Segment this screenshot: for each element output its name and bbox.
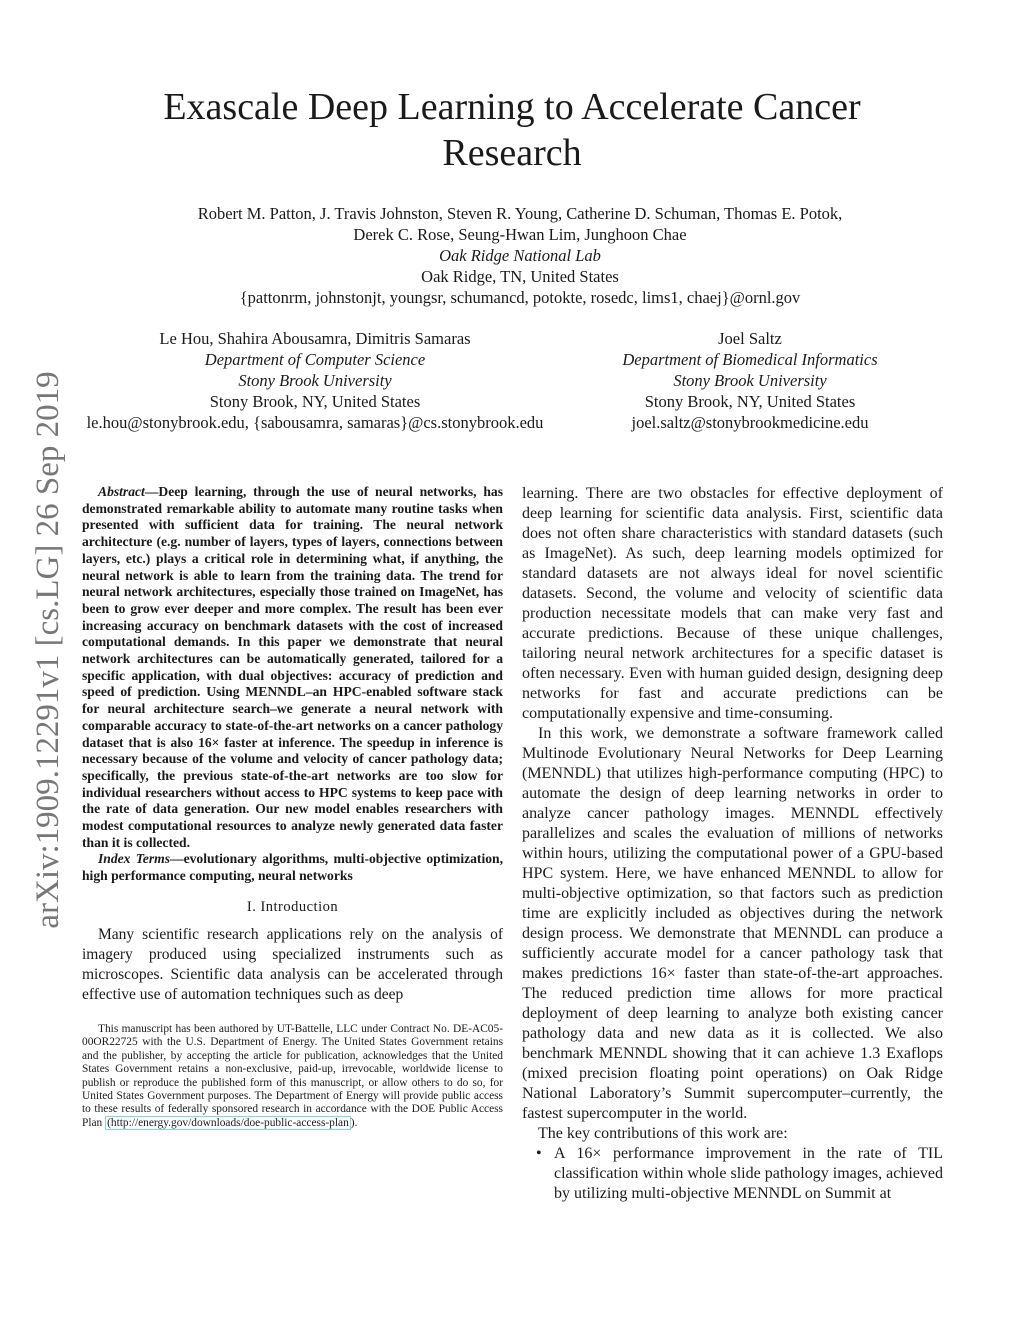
right-paragraph-2: In this work, we demonstrate a software framework called Multinode Evolutionary Neural Networks for Deep Learning (MENNDL) that utilizes high-performance computing (HPC) to automate the design of deep learning networks in order to analyze cancer pathology images. MENNDL effectively parallelizes and scales the evaluation of millions of networks within hours, utilizing the computational power of a GPU-based HPC system. Here, we have enhanced MENNDL to allow for multi-objective optimization, so that factors such as prediction time are explicitly included as objectives during the network design process. We demonstrate that MENNDL can produce a sufficiently accurate model for a cancer pathology task that makes predictions 16× faster than state-of-the-art approaches. The reduced prediction time allows for more practical deployment of deep learning to analyze both existing cancer pathology data and new data as it is collected. We also benchmark MENNDL showing that it can achieve 1.3 Exaflops (mixed precision floating point operations) on Oak Ridge National Laboratory’s Summit supercomputer–currently, the fastest supercomputer in the world. bbox=[522, 725, 943, 1122]
contributions-list bbox=[522, 1144, 943, 1204]
ornl-authors-line1: Robert M. Patton, J. Travis Johnston, Steven R. Young, Catherine D. Schuman, Thomas E. Potok, bbox=[197, 204, 843, 223]
copyright-footnote bbox=[82, 1023, 503, 1130]
saltz-emails: joel.saltz@stonybrookmedicine.edu bbox=[631, 413, 869, 432]
right-paragraph-1: learning. There are two obstacles for effective deployment of deep learning for scientific data analysis. First, scientific data does not often share characteristics with standard datasets (such as ImageNet). As such, deep learning models optimized for standard datasets are not always ideal for novel scientific datasets. Second, the volume and velocity of scientific data production necessitate models that can make very fast and accurate predictions. Because of these unique challenges, tailoring neural network architectures for a specific dataset is often necessary. Even with human guided design, designing deep networks for fast and accurate predictions can be computationally expensive and time-consuming. bbox=[522, 485, 943, 722]
right-column bbox=[522, 484, 943, 1204]
abstract bbox=[82, 484, 503, 851]
intro-heading: I. Introduction bbox=[246, 898, 339, 915]
ornl-emails: {pattonrm, johnstonjt, youngsr, schumancd, potokte, rosedc, lims1, chaej}@ornl.gov bbox=[239, 288, 801, 307]
bullet-icon: • bbox=[536, 1145, 542, 1162]
left-column bbox=[82, 484, 503, 1130]
stonybrook-cs-university: Stony Brook University bbox=[238, 371, 392, 390]
footnote-text: This manuscript has been authored by UT-Battelle, LLC under Contract No. DE-AC05-00OR22725 with the U.S. Department of Energy. The United States Government retains and the publisher, by accepting the article for publication, acknowledges that the United States Government retains a non-exclusive, paid-up, irrevocable, worldwide license to publish or reproduce the published form of this manuscript, or allow others to do so, for United States Government purposes. The Department of Energy will provide public access to these results of federally sponsored research in accordance with the DOE Public Access Plan bbox=[82, 1022, 503, 1129]
stonybrook-cs-department: Department of Computer Science bbox=[204, 350, 426, 369]
abstract-text: —Deep learning, through the use of neural networks, has demonstrated remarkable ability to automate many routine tasks when presented with sufficient data for training. The neural network architecture (e.g. number of layers, types of layers, connections between layers, etc.) plays a critical role in determining what, if anything, the neural network is able to learn from the training data. The trend for neural network architectures, especially those trained on ImageNet, has been to grow ever deeper and more complex. The result has been ever increasing accuracy on benchmark datasets with the cost of increased computational demands. In this paper we demonstrate that neural network architectures can be automatically generated, tailored for a specific application, with dual objectives: accuracy of prediction and speed of prediction. Using MENNDL–an HPC-enabled software stack for neural architecture search–we generate a neural network with comparable accuracy to state-of-the-art networks on a cancer pathology dataset that is also 16× faster at inference. The speedup in inference is necessary because of the volume and velocity of cancer pathology data; specifically, the previous state-of-the-art networks are too slow for individual researchers without access to HPC systems to keep pace with the rate of data generation. Our new model enables researchers with modest computational resources to analyze newly generated data faster than it is collected. bbox=[82, 484, 503, 850]
arxiv-stamp: arXiv:1909.12291v1 [cs.LG] 26 Sep 2019 bbox=[30, 371, 66, 929]
stonybrook-cs-emails: le.hou@stonybrook.edu, {sabousamra, samaras}@cs.stonybrook.edu bbox=[86, 413, 544, 432]
doe-access-plan-link[interactable]: (http://energy.gov/downloads/doe-public-access-plan bbox=[107, 1116, 349, 1129]
ornl-institution: Oak Ridge National Lab bbox=[439, 246, 601, 265]
stonybrook-cs-location: Stony Brook, NY, United States bbox=[209, 392, 421, 411]
index-terms-label: Index Terms bbox=[98, 851, 170, 867]
ornl-affiliation bbox=[90, 203, 950, 308]
stonybrook-cs-affiliation bbox=[70, 328, 560, 433]
intro-paragraph: Many scientific research applications rely on the analysis of imagery produced using specialized instruments such as microscopes. Scientific data analysis can be accelerated through effective use of automation techniques such as deep bbox=[82, 925, 503, 1003]
ornl-location: Oak Ridge, TN, United States bbox=[421, 267, 619, 286]
abstract-label: Abstract bbox=[98, 484, 145, 499]
list-item bbox=[522, 1144, 943, 1204]
stonybrook-cs-authors: Le Hou, Shahira Abousamra, Dimitris Samaras bbox=[159, 329, 471, 348]
saltz-author: Joel Saltz bbox=[718, 329, 782, 348]
saltz-location: Stony Brook, NY, United States bbox=[644, 392, 856, 411]
paper-title: Exascale Deep Learning to Accelerate Cancer Research bbox=[163, 86, 861, 174]
bullet-text: A 16× performance improvement in the rate of TIL classification within whole slide pathology images, achieved by utilizing multi-objective MENNDL on Summit at bbox=[554, 1145, 943, 1202]
saltz-department: Department of Biomedical Informatics bbox=[622, 350, 878, 369]
footnote-tail: ). bbox=[350, 1116, 358, 1129]
right-paragraph-3: The key contributions of this work are: bbox=[538, 1125, 788, 1142]
saltz-university: Stony Brook University bbox=[673, 371, 827, 390]
index-terms-text: —evolutionary algorithms, multi-objective optimization, high performance computing, neural networks bbox=[82, 851, 503, 884]
ornl-authors-line2: Derek C. Rose, Seung-Hwan Lim, Junghoon Chae bbox=[353, 225, 687, 244]
stonybrook-bmi-affiliation bbox=[560, 328, 940, 433]
index-terms bbox=[82, 851, 503, 884]
